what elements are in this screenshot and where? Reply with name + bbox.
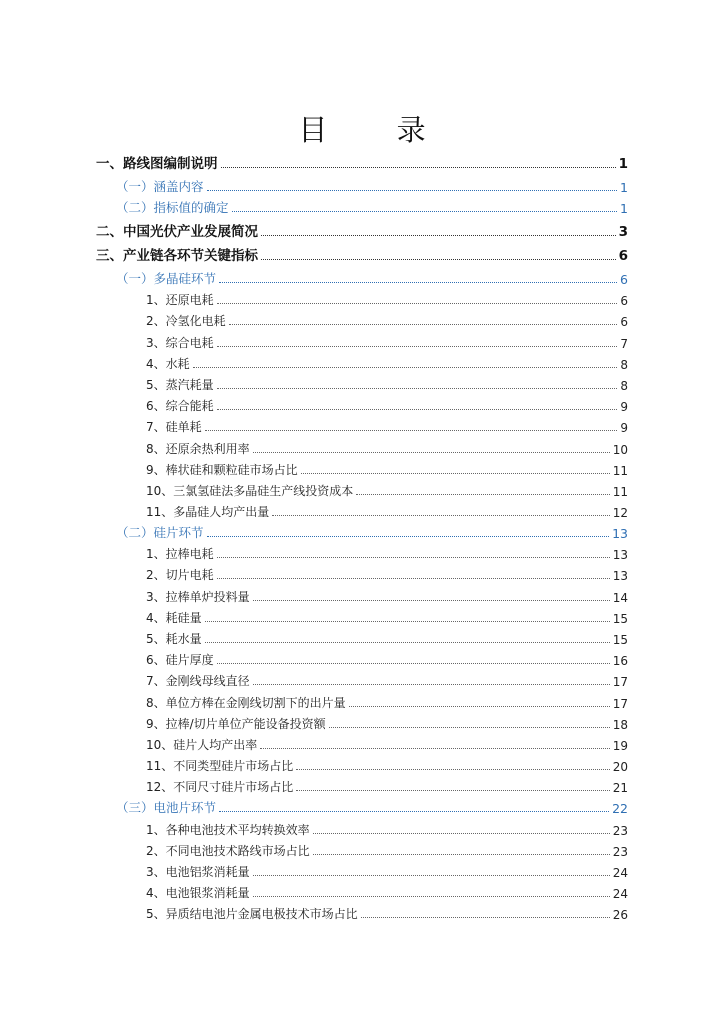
toc-entry-level-3[interactable] [96, 689, 628, 710]
toc-entry-label: 8、单位方棒在金刚线切割下的出片量 [146, 695, 346, 710]
dot-leader [217, 387, 618, 389]
toc-entry-page-number: 10 [612, 442, 628, 457]
dot-leader [205, 641, 610, 643]
toc-entry-page-number: 19 [612, 738, 628, 753]
toc-entry-page-number: 6 [620, 294, 628, 309]
dot-leader [207, 189, 618, 191]
toc-entry-level-3[interactable] [96, 753, 628, 774]
toc-entry-page-number: 24 [612, 887, 628, 902]
toc-entry-level-1[interactable] [96, 242, 628, 264]
dot-leader [217, 662, 610, 664]
toc-entry-label: 1、各种电池技术平均转换效率 [146, 822, 310, 837]
toc-entry-level-2[interactable] [96, 195, 628, 216]
toc-entry-label: 9、拉棒/切片单位产能设备投资额 [146, 716, 326, 731]
toc-entry-page-number: 13 [612, 526, 628, 542]
toc-entry-level-3[interactable] [96, 838, 628, 859]
toc-entry-label: 6、硅片厚度 [146, 653, 214, 668]
toc-entry-label: 1、拉棒电耗 [146, 547, 214, 562]
toc-entry-page-number: 14 [612, 590, 628, 605]
toc-entry-label: 11、不同类型硅片市场占比 [146, 759, 294, 774]
toc-entry-page-number: 15 [612, 611, 628, 626]
toc-entry-label: 2、切片电耗 [146, 568, 214, 583]
toc-entry-level-3[interactable] [96, 732, 628, 753]
toc-entry-level-3[interactable] [96, 435, 628, 456]
toc-entry-label: （二）指标值的确定 [116, 200, 229, 215]
dot-leader [301, 472, 610, 474]
toc-entry-page-number: 6 [620, 272, 628, 287]
dot-leader [272, 514, 609, 516]
page-title: 目 录 [298, 113, 456, 147]
toc-entry-label: 10、三氯氢硅法多晶硅生产线投资成本 [146, 483, 354, 498]
dot-leader [349, 705, 610, 707]
table-of-contents [96, 148, 628, 922]
toc-entry-page-number: 1 [620, 201, 628, 216]
toc-entry-label: 11、多晶硅人均产出量 [146, 505, 270, 520]
toc-entry-level-2[interactable] [96, 520, 628, 541]
toc-entry-page-number: 1 [620, 180, 628, 195]
toc-entry-level-1[interactable] [96, 218, 628, 240]
toc-entry-page-number: 1 [618, 156, 628, 172]
toc-entry-label: 3、拉棒单炉投料量 [146, 589, 250, 604]
toc-entry-label: 2、不同电池技术路线市场占比 [146, 843, 310, 858]
toc-entry-page-number: 6 [618, 248, 628, 264]
dot-leader [296, 789, 609, 791]
toc-entry-level-3[interactable] [96, 711, 628, 732]
toc-entry-level-3[interactable] [96, 605, 628, 626]
toc-entry-level-3[interactable] [96, 583, 628, 604]
toc-entry-page-number: 22 [612, 801, 628, 817]
toc-entry-page-number: 23 [612, 844, 628, 859]
toc-entry-label: 二、中国光伏产业发展简况 [96, 224, 258, 240]
toc-entry-label: 6、综合能耗 [146, 399, 214, 414]
dot-leader [329, 726, 610, 728]
toc-entry-label: 一、路线图编制说明 [96, 156, 218, 172]
toc-entry-page-number: 7 [620, 336, 628, 351]
dot-leader [356, 493, 609, 495]
toc-entry-page-number: 24 [612, 865, 628, 880]
toc-entry-label: 2、冷氢化电耗 [146, 314, 226, 329]
toc-entry-level-3[interactable] [96, 457, 628, 478]
toc-entry-level-2[interactable] [96, 174, 628, 195]
dot-leader [253, 874, 610, 876]
toc-entry-level-3[interactable] [96, 774, 628, 795]
toc-entry-page-number: 16 [612, 654, 628, 669]
toc-entry-label: （一）涵盖内容 [116, 179, 204, 194]
toc-entry-level-2[interactable] [96, 266, 628, 287]
toc-entry-page-number: 18 [612, 717, 628, 732]
toc-entry-level-3[interactable] [96, 372, 628, 393]
toc-entry-page-number: 23 [612, 823, 628, 838]
toc-entry-level-3[interactable] [96, 541, 628, 562]
toc-entry-page-number: 8 [620, 378, 628, 393]
dot-leader [253, 895, 610, 897]
toc-entry-page-number: 13 [612, 569, 628, 584]
toc-entry-page-number: 15 [612, 633, 628, 647]
toc-entry-label: （三）电池片环节 [116, 800, 217, 816]
toc-entry-label: 1、还原电耗 [146, 293, 214, 308]
toc-entry-page-number: 6 [620, 315, 628, 330]
dot-leader [229, 323, 618, 325]
dot-leader [217, 556, 610, 558]
toc-entry-page-number: 17 [612, 696, 628, 711]
toc-entry-label: （一）多晶硅环节 [116, 271, 217, 286]
toc-entry-label: 4、水耗 [146, 356, 190, 371]
toc-entry-level-3[interactable] [96, 626, 628, 647]
dot-leader [217, 302, 618, 304]
dot-leader [205, 429, 618, 431]
toc-entry-level-3[interactable] [96, 816, 628, 837]
toc-entry-page-number: 13 [612, 548, 628, 563]
toc-entry-label: 10、硅片人均产出率 [146, 737, 258, 752]
toc-entry-label: （二）硅片环节 [116, 525, 204, 541]
toc-entry-level-3[interactable] [96, 329, 628, 350]
toc-entry-level-3[interactable] [96, 647, 628, 668]
toc-entry-level-3[interactable] [96, 308, 628, 329]
toc-entry-page-number: 11 [612, 484, 628, 499]
toc-entry-level-3[interactable] [96, 478, 628, 499]
toc-entry-level-3[interactable] [96, 880, 628, 901]
dot-leader [313, 832, 610, 834]
dot-leader [207, 535, 610, 537]
toc-entry-level-3[interactable] [96, 287, 628, 308]
dot-leader [221, 166, 616, 168]
toc-entry-page-number: 9 [620, 400, 628, 415]
toc-entry-label: 3、电池铝浆消耗量 [146, 864, 250, 879]
toc-entry-label: 8、还原余热利用率 [146, 441, 250, 456]
dot-leader [217, 345, 618, 347]
toc-entry-page-number: 26 [612, 908, 628, 923]
toc-entry-level-3[interactable] [96, 393, 628, 414]
dot-leader [261, 234, 616, 236]
toc-entry-level-3[interactable] [96, 351, 628, 372]
dot-leader [253, 599, 610, 601]
toc-entry-level-3[interactable] [96, 901, 628, 922]
dot-leader [217, 577, 610, 579]
toc-entry-label: 4、耗硅量 [146, 610, 202, 625]
dot-leader [313, 853, 610, 855]
toc-entry-page-number: 3 [618, 224, 628, 240]
toc-entry-level-2[interactable] [96, 795, 628, 816]
toc-entry-page-number: 21 [612, 781, 628, 796]
dot-leader [217, 408, 618, 410]
toc-entry-page-number: 9 [620, 421, 628, 436]
toc-entry-label: 5、异质结电池片金属电极技术市场占比 [146, 907, 358, 922]
dot-leader [260, 747, 609, 749]
dot-leader [193, 366, 618, 368]
toc-entry-label: 9、棒状硅和颗粒硅市场占比 [146, 462, 298, 477]
toc-entry-label: 5、耗水量 [146, 632, 202, 646]
toc-entry-label: 5、蒸汽耗量 [146, 377, 214, 392]
toc-entry-label: 3、综合电耗 [146, 335, 214, 350]
toc-entry-page-number: 8 [620, 357, 628, 372]
toc-entry-level-3[interactable] [96, 499, 628, 520]
toc-entry-page-number: 12 [612, 506, 628, 521]
toc-entry-level-1[interactable] [96, 150, 628, 172]
toc-entry-page-number: 20 [612, 760, 628, 775]
toc-entry-level-3[interactable] [96, 668, 628, 689]
dot-leader [253, 683, 610, 685]
toc-entry-label: 12、不同尺寸硅片市场占比 [146, 780, 294, 795]
dot-leader [232, 210, 618, 212]
dot-leader [205, 620, 610, 622]
toc-entry-label: 三、产业链各环节关键指标 [96, 248, 258, 264]
dot-leader [261, 258, 616, 260]
dot-leader [253, 451, 610, 453]
dot-leader [296, 768, 609, 770]
toc-entry-page-number: 11 [612, 463, 628, 478]
dot-leader [219, 810, 609, 812]
toc-entry-page-number: 17 [612, 675, 628, 690]
dot-leader [219, 281, 617, 283]
toc-entry-label: 7、金刚线母线直径 [146, 674, 250, 689]
dot-leader [361, 916, 610, 918]
toc-entry-label: 7、硅单耗 [146, 420, 202, 435]
toc-entry-level-3[interactable] [96, 859, 628, 880]
toc-entry-level-3[interactable] [96, 414, 628, 435]
toc-entry-label: 4、电池银浆消耗量 [146, 886, 250, 901]
toc-entry-level-3[interactable] [96, 562, 628, 583]
